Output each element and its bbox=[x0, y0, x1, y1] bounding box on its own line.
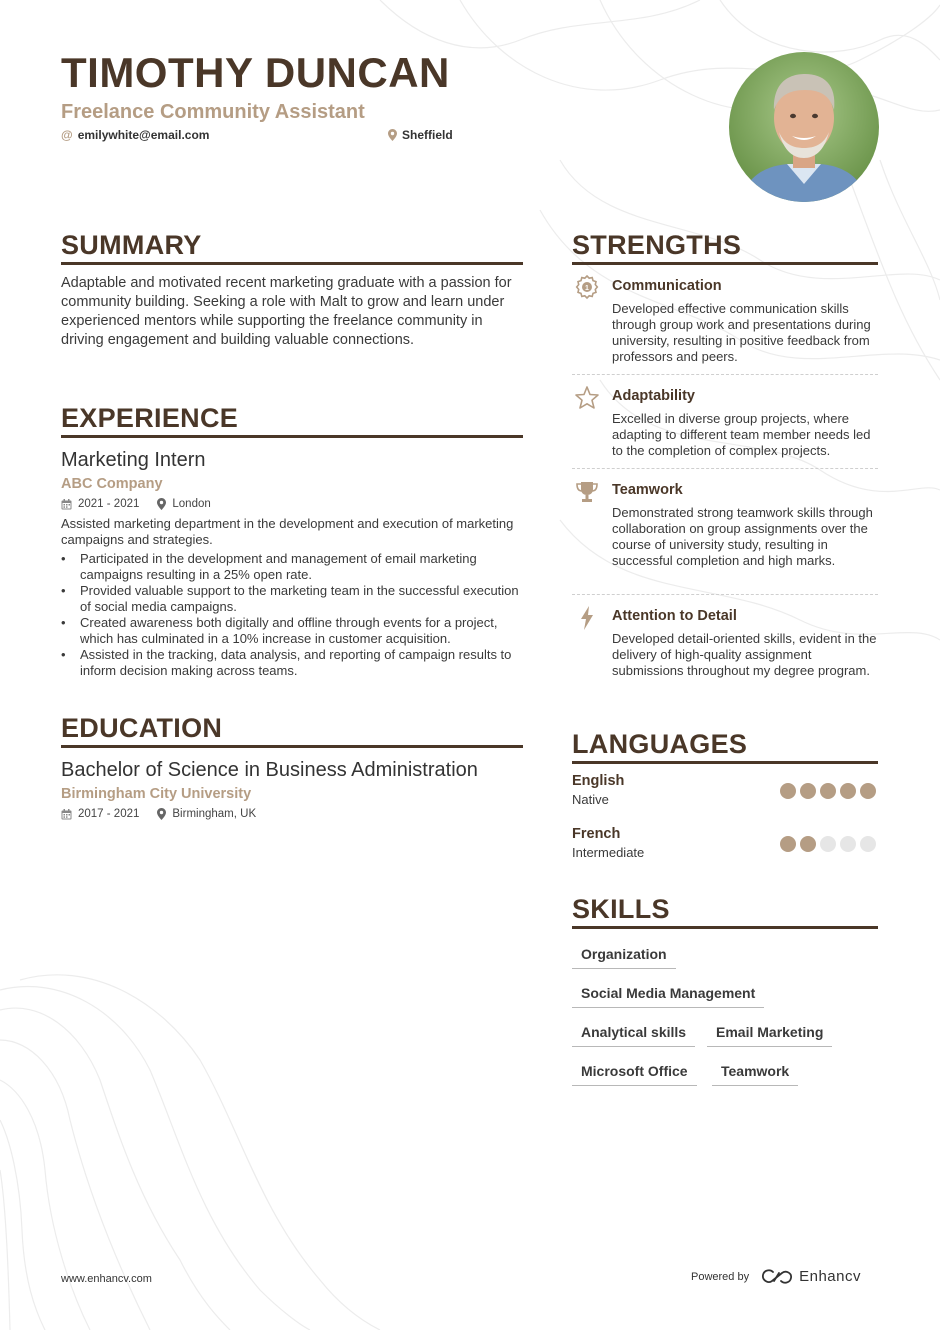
skill-tag: Social Media Management bbox=[572, 984, 764, 1008]
candidate-name: TIMOTHY DUNCAN bbox=[61, 49, 450, 96]
strength-description: Developed effective communication skills through group work and presentations during university, resulting in positive feedback from professors and peers. bbox=[612, 301, 871, 364]
email-contact[interactable] bbox=[61, 128, 209, 142]
education-meta bbox=[61, 808, 274, 820]
list-item: • Assisted in the tracking, data analysis, and reporting of campaign results to inform decision making across teams. bbox=[61, 647, 523, 679]
lightning-icon bbox=[574, 605, 600, 631]
location-text: Sheffield bbox=[402, 128, 453, 142]
job-location: London bbox=[172, 498, 211, 510]
footer-branding[interactable] bbox=[691, 1268, 861, 1285]
rating-dot-empty bbox=[820, 836, 836, 852]
education-dates: 2017 - 2021 bbox=[78, 808, 140, 820]
summary-divider bbox=[61, 262, 523, 265]
language-level: Native bbox=[572, 792, 609, 807]
calendar-icon bbox=[61, 499, 72, 510]
job-bullets bbox=[61, 551, 523, 679]
location-pin-icon bbox=[157, 808, 166, 820]
skills-heading: SKILLS bbox=[572, 894, 670, 924]
list-item: • Provided valuable support to the marketing team in the successful execution of social media campaigns. bbox=[61, 583, 523, 615]
strength-title: Attention to Detail bbox=[612, 608, 737, 624]
strength-item bbox=[572, 607, 878, 699]
enhancv-logo-icon bbox=[761, 1269, 793, 1285]
strengths-divider bbox=[572, 262, 878, 265]
summary-heading: SUMMARY bbox=[61, 230, 202, 260]
list-item: • Participated in the development and management of email marketing campaigns resulting in a 25% open rate. bbox=[61, 551, 523, 583]
job-meta bbox=[61, 498, 229, 510]
education-heading: EDUCATION bbox=[61, 713, 223, 743]
company-name: ABC Company bbox=[61, 476, 163, 492]
location-pin-icon bbox=[157, 498, 166, 510]
strength-separator bbox=[572, 594, 878, 595]
language-rating bbox=[780, 783, 876, 799]
strength-item bbox=[572, 481, 878, 589]
rating-dot-filled bbox=[840, 783, 856, 799]
skill-tag: Teamwork bbox=[712, 1062, 798, 1086]
strength-separator bbox=[572, 374, 878, 375]
skill-tag: Organization bbox=[572, 945, 676, 969]
degree-title: Bachelor of Science in Business Administration bbox=[61, 759, 478, 781]
strength-title: Communication bbox=[612, 278, 722, 294]
language-name: French bbox=[572, 826, 621, 842]
rating-dot-filled bbox=[800, 783, 816, 799]
calendar-icon bbox=[61, 809, 72, 820]
powered-by-label: Powered by bbox=[691, 1270, 750, 1283]
svg-text:1: 1 bbox=[585, 285, 589, 292]
rating-dot-filled bbox=[820, 783, 836, 799]
language-level: Intermediate bbox=[572, 845, 645, 860]
rating-dot-empty bbox=[840, 836, 856, 852]
languages-heading: LANGUAGES bbox=[572, 729, 748, 759]
job-description: Assisted marketing department in the development and execution of marketing campaigns and strategies. bbox=[61, 516, 514, 547]
footer-website-link[interactable]: www.enhancv.com bbox=[61, 1273, 152, 1285]
candidate-title: Freelance Community Assistant bbox=[61, 101, 365, 123]
summary-text: Adaptable and motivated recent marketing graduate with a passion for community building. Seeking a role with Malt to grow and learn under experienced mentors while supporting the freelance community in driving engagement and building valuable connections. bbox=[61, 275, 512, 348]
skill-tag: Email Marketing bbox=[707, 1023, 832, 1047]
strength-description: Demonstrated strong teamwork skills through collaboration on group assignments over the course of university study, resulting in successful completion and high marks. bbox=[612, 505, 873, 568]
school-name: Birmingham City University bbox=[61, 786, 252, 802]
location-contact bbox=[388, 128, 453, 142]
skills-divider bbox=[572, 926, 878, 929]
location-pin-icon bbox=[388, 129, 397, 141]
rating-dot-filled bbox=[780, 783, 796, 799]
strength-item bbox=[572, 387, 878, 467]
strengths-heading: STRENGTHS bbox=[572, 230, 742, 260]
strength-item bbox=[572, 277, 878, 369]
education-location: Birmingham, UK bbox=[172, 808, 257, 820]
skill-tag: Analytical skills bbox=[572, 1023, 695, 1047]
strength-description: Excelled in diverse group projects, where adapting to different team member needs led to the completion of complex projects. bbox=[612, 411, 871, 458]
profile-photo bbox=[729, 52, 879, 202]
star-icon bbox=[574, 385, 600, 411]
language-rating bbox=[780, 836, 876, 852]
email-text: emilywhite@email.com bbox=[77, 128, 210, 142]
brand-name: Enhancv bbox=[799, 1268, 861, 1285]
job-dates: 2021 - 2021 bbox=[78, 498, 140, 510]
languages-divider bbox=[572, 761, 878, 764]
education-divider bbox=[61, 745, 523, 748]
rating-dot-filled bbox=[780, 836, 796, 852]
experience-heading: EXPERIENCE bbox=[61, 403, 239, 433]
rating-dot-filled bbox=[800, 836, 816, 852]
strength-title: Teamwork bbox=[612, 482, 683, 498]
experience-divider bbox=[61, 435, 523, 438]
strength-description: Developed detail-oriented skills, evident in the delivery of high-quality assignment submissions throughout my degree program. bbox=[612, 631, 877, 678]
at-icon: @ bbox=[61, 128, 73, 142]
job-title: Marketing Intern bbox=[61, 449, 206, 471]
rating-dot-filled bbox=[860, 783, 876, 799]
list-item: • Created awareness both digitally and offline through events for a project, which has culminated in a 10% increase in customer acquisition. bbox=[61, 615, 523, 647]
award-icon bbox=[574, 275, 600, 301]
trophy-icon bbox=[574, 479, 600, 505]
language-name: English bbox=[572, 773, 625, 789]
skill-tag: Microsoft Office bbox=[572, 1062, 697, 1086]
strength-separator bbox=[572, 468, 878, 469]
rating-dot-empty bbox=[860, 836, 876, 852]
enhancv-logo bbox=[761, 1268, 861, 1285]
strength-title: Adaptability bbox=[612, 388, 695, 404]
